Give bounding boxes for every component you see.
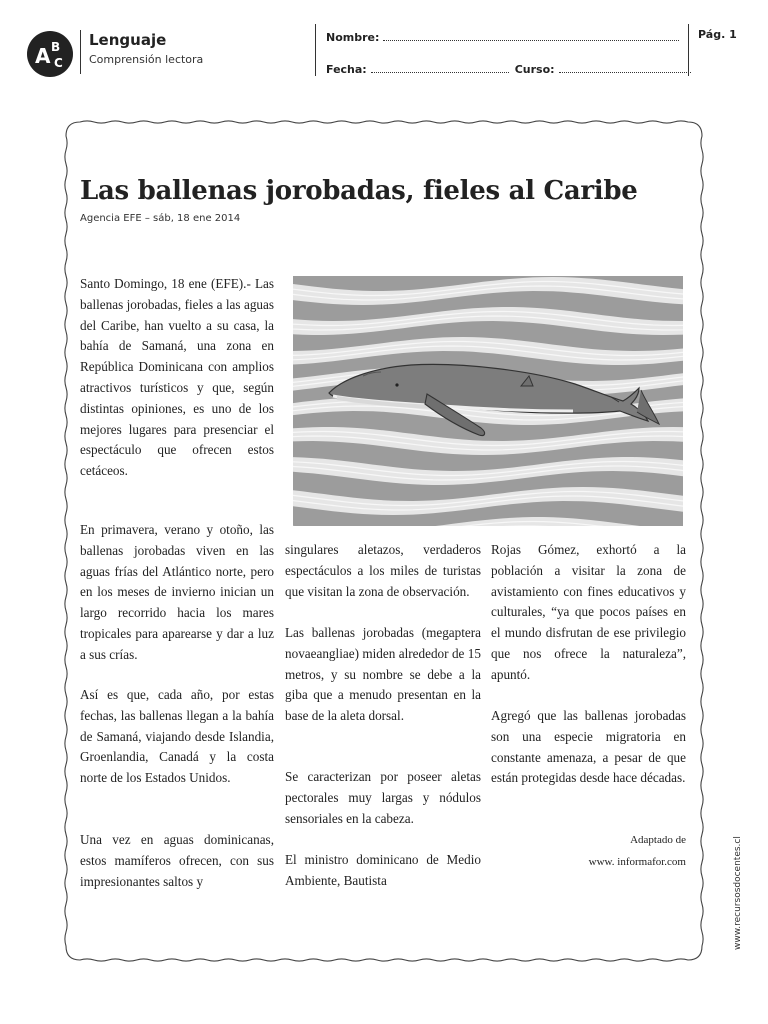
- humpback-whale-illustration: [293, 276, 683, 526]
- course-field[interactable]: [559, 62, 691, 73]
- col3-paragraph-2: Agregó que las ballenas jorobadas son una especie migratoria en constante amenaza, a pesar de que están protegidas desde hace décadas.: [491, 708, 686, 786]
- name-field[interactable]: [383, 30, 679, 41]
- date-course-row: [326, 62, 691, 76]
- page-number: Pág. 1: [698, 28, 737, 41]
- logo-letter-b: B: [51, 40, 61, 54]
- col3-paragraph-1: Rojas Gómez, exhortó a la población a visitar la zona de avistamiento con fines educativos y culturales, “ya que pocos países en el mundo disfrutan de ese privilegio que nos ofrece la naturaleza”, apuntó.: [491, 542, 686, 682]
- logo-letter-a: A: [35, 44, 51, 68]
- credit-source: www. informafor.com: [588, 856, 686, 868]
- date-field[interactable]: [371, 62, 509, 73]
- article-byline: Agencia EFE – sáb, 18 ene 2014: [80, 213, 241, 224]
- article-title: Las ballenas jorobadas, fieles al Caribe: [80, 176, 638, 206]
- name-label: Nombre:: [326, 31, 380, 44]
- col1-paragraph-3: Así es que, cada año, por estas fechas, las ballenas llegan a la bahía de Samaná, viajando desde Islandia, Groenlandia, Canadá y la costa norte de los Estados Unidos.: [80, 687, 274, 786]
- side-url: www.recursosdocentes.cl: [733, 836, 743, 950]
- student-form: [315, 24, 689, 76]
- col2-paragraph-4: El ministro dominicano de Medio Ambiente, Bautista: [285, 852, 481, 888]
- col2-paragraph-2: Las ballenas jorobadas (megaptera novaeangliae) miden alrededor de 15 metros, y su nombre se debe a la giba que a menudo presentan en la base de la aleta dorsal.: [285, 625, 481, 724]
- credit-label: Adaptado de: [630, 834, 686, 846]
- date-label: Fecha:: [326, 63, 367, 76]
- col2-paragraph-1: singulares aletazos, verdaderos espectáculos a los miles de turistas que visitan la zona de observación.: [285, 542, 481, 599]
- course-label: Curso:: [514, 63, 555, 76]
- subject-block: [80, 30, 203, 74]
- name-row: [326, 30, 679, 44]
- col2-paragraph-3: Se caracterizan por poseer aletas pectorales muy largas y nódulos sensoriales en la cabeza.: [285, 769, 481, 826]
- subject-title: Lenguaje: [89, 31, 167, 49]
- abc-logo-icon: [26, 30, 74, 78]
- col1-paragraph-4: Una vez en aguas dominicanas, estos mamíferos ofrecen, con sus impresionantes saltos y: [80, 832, 274, 889]
- logo-letter-c: C: [54, 56, 63, 70]
- subject-subtitle: Comprensión lectora: [89, 53, 204, 66]
- col1-paragraph-1: Santo Domingo, 18 ene (EFE).- Las ballenas jorobadas, fieles a las aguas del Caribe, han vuelto a su casa, la bahía de Samaná, una zona en República Dominicana con amplios atractivos turísticos y que, según distintas opiniones, es uno de los mejores lugares para presenciar el espectáculo que ofrecen estos cetáceos.: [80, 276, 274, 479]
- col1-paragraph-2: En primavera, verano y otoño, las ballenas jorobadas viven en las aguas frías del Atlántico norte, pero en los meses de invierno inician un largo recorrido hacia los mares tropicales para aparearse y dar a luz a sus crías.: [80, 522, 274, 662]
